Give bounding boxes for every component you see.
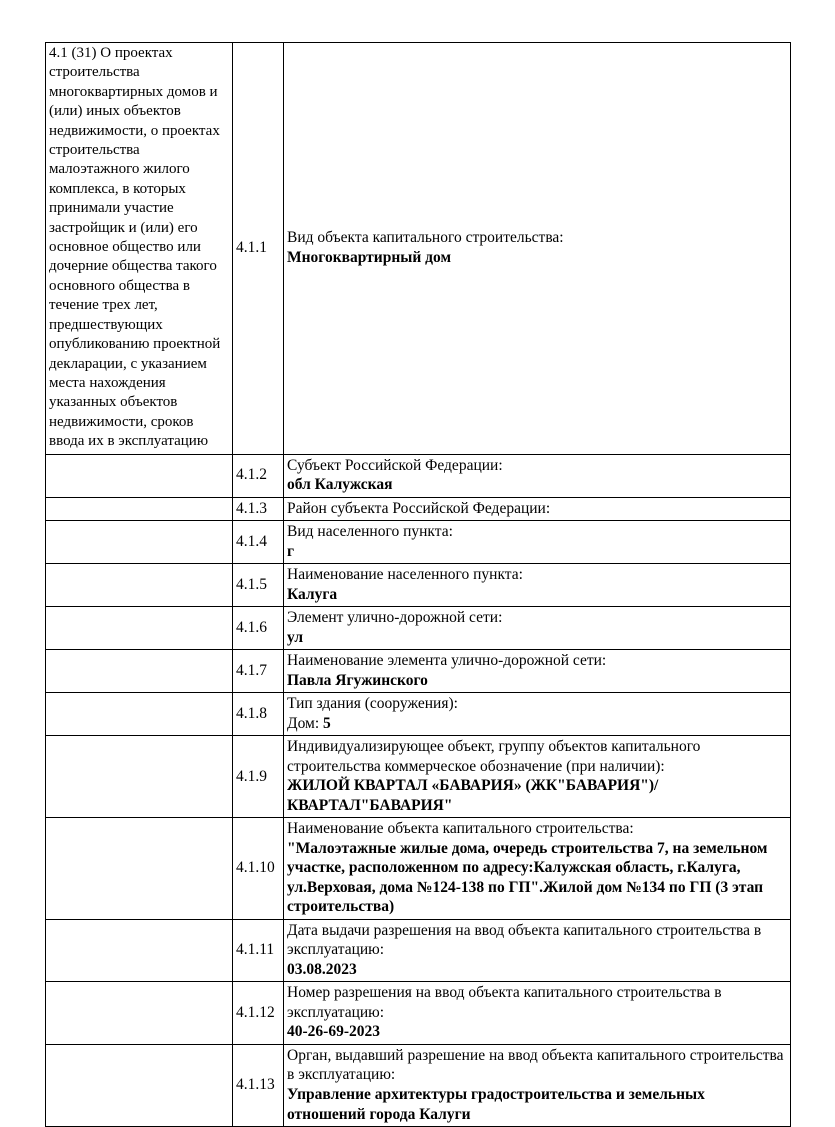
row-content-cell [284,982,791,1045]
row-content-cell [284,736,791,818]
row-content-cell [284,1044,791,1126]
field-label: Дата выдачи разрешения на ввод объекта капитального строительства в эксплуатацию: [287,921,762,959]
left-description-cell [46,607,233,650]
table-row [46,650,791,693]
field-label: Субъект Российской Федерации: [287,456,503,474]
field-value: Управление архитектуры градостроительства и земельных отношений города Калуги [287,1086,705,1123]
table-row [46,43,791,455]
row-code-cell: 4.1.13 [233,1044,284,1126]
row-code-cell: 4.1.5 [233,564,284,607]
field-label: Район субъекта Российской Федерации: [287,499,551,517]
row-content-cell [284,454,791,497]
field-label: Наименование объекта капитального строительства: [287,820,634,838]
row-content-cell [284,497,791,521]
left-description-cell [46,818,233,920]
row-content-cell [284,607,791,650]
row-content-cell [284,693,791,736]
row-code-cell: 4.1.4 [233,521,284,564]
field-value: "Малоэтажные жилые дома, очередь строительства 7, на земельном участке, расположенном по адресу:Калужская область, г.Калуга, ул.Верховая, дома №124-138 по ГП".Жилой дом №134 по ГП (3 этап строительства) [287,839,768,916]
table-row [46,607,791,650]
row-code-cell: 4.1.3 [233,497,284,521]
left-description-cell [46,919,233,982]
field-value: ЖИЛОЙ КВАРТАЛ «БАВАРИЯ» (ЖК"БАВАРИЯ")/КВАРТАЛ"БАВАРИЯ" [287,777,659,814]
table-row [46,919,791,982]
declaration-table [45,42,791,1127]
row-code-cell: 4.1.10 [233,818,284,920]
table-row [46,1044,791,1126]
field-label: Наименование элемента улично-дорожной сети: [287,652,607,670]
table-row [46,818,791,920]
field-value: обл Калужская [287,476,393,494]
row-content-cell [284,521,791,564]
row-content-cell [284,650,791,693]
left-description-cell [46,982,233,1045]
row-code-cell: 4.1.7 [233,650,284,693]
row-content-cell [284,564,791,607]
row-code-cell: 4.1.2 [233,454,284,497]
field-label: Тип здания (сооружения): [287,695,458,713]
left-description-cell [46,1044,233,1126]
field-value: 40-26-69-2023 [287,1023,380,1041]
field-label: Индивидуализирующее объект, группу объектов капитального строительства коммерческое обозначение (при наличии): [287,738,701,775]
section-description: 4.1 (31) О проектах строительства многоквартирных домов и (или) иных объектов недвижимости, о проектах строительства малоэтажного жилого комплекса, в которых принимали участие застройщик и (или) его основное общество или дочерние общества такого основного общества в течение трех лет, предшествующих опубликованию проектной декларации, с указанием места нахождения указанных объектов недвижимости, сроков ввода их в эксплуатацию [49,45,221,450]
field-label: Вид объекта капитального строительства: [287,229,564,247]
row-code-cell: 4.1.9 [233,736,284,818]
row-content-cell [284,919,791,982]
left-description-cell [46,454,233,497]
field-label: Номер разрешения на ввод объекта капитального строительства в эксплуатацию: [287,984,722,1021]
left-description-cell [46,521,233,564]
table-row [46,497,791,521]
row-code-cell: 4.1.6 [233,607,284,650]
field-label: Орган, выдавший разрешение на ввод объекта капитального строительства в эксплуатацию: [287,1046,784,1084]
field-value: ул [287,628,304,646]
left-description-cell [46,564,233,607]
table-row [46,693,791,736]
field-value: г [287,542,295,560]
row-content-cell [284,818,791,920]
row-code-cell: 4.1.12 [233,982,284,1045]
table-row [46,521,791,564]
table-row [46,454,791,497]
row-code-cell: 4.1.1 [233,43,284,455]
row-code-cell: 4.1.8 [233,693,284,736]
left-description-cell [46,43,233,455]
declaration-table-body [46,43,791,1127]
field-label: Элемент улично-дорожной сети: [287,609,503,627]
field-label: Вид населенного пункта: [287,523,453,541]
field-value: Павла Ягужинского [287,671,428,689]
field-value: Многоквартирный дом [287,248,452,266]
row-code-cell: 4.1.11 [233,919,284,982]
left-description-cell [46,497,233,521]
field-value: 03.08.2023 [287,960,357,978]
table-row [46,564,791,607]
field-value-prefix: Дом: [287,714,324,732]
table-row [46,736,791,818]
left-description-cell [46,693,233,736]
left-description-cell [46,650,233,693]
field-label: Наименование населенного пункта: [287,566,523,584]
field-value: Калуга [287,585,338,603]
left-description-cell [46,736,233,818]
field-value: 5 [323,714,331,732]
table-row [46,982,791,1045]
row-content-cell [284,43,791,455]
